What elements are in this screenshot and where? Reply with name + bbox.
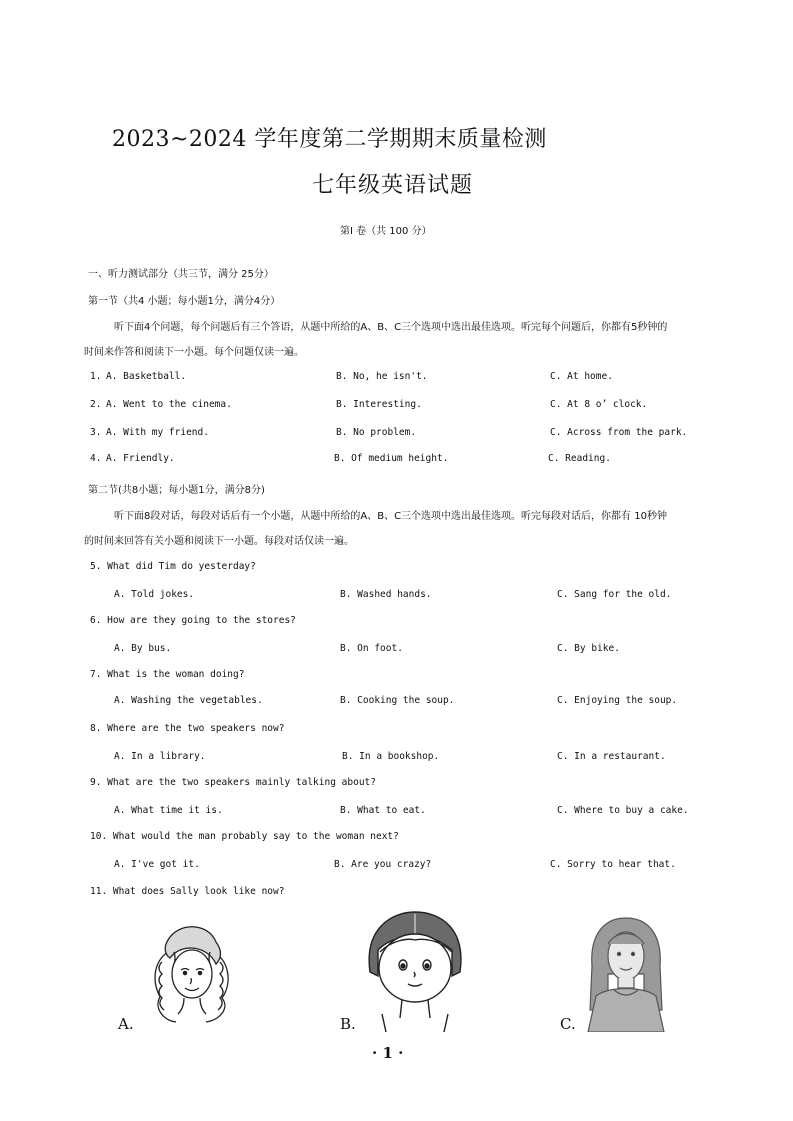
option-a: A. Told jokes. (114, 589, 195, 600)
exam-subtitle: 七年级英语试题 (312, 173, 474, 198)
question-text: 7. What is the woman doing? (90, 669, 245, 680)
option-c: C. In a restaurant. (557, 751, 666, 762)
option-c: C. Sang for the old. (557, 589, 672, 600)
question-11-text: 11. What does Sally look like now? (90, 886, 285, 897)
option-a: A. By bus. (114, 643, 172, 654)
section2-instruction-line2: 的时间来回答有关小题和阅读下一小题。每段对话仅读一遍。 (84, 536, 354, 547)
option-b: B. No problem. (336, 427, 417, 438)
option-a: A. Washing the vegetables. (114, 695, 263, 706)
option-b: B. No, he isn't. (336, 371, 428, 382)
question-text: 10. What would the man probably say to the woman next? (90, 831, 399, 842)
option-a: A. In a library. (114, 751, 206, 762)
picture-b-label: B. (340, 1015, 356, 1033)
option-b: B. On foot. (340, 643, 403, 654)
section1-instruction-line1: 听下面4个问题，每个问题后有三个答语，从题中所给的A、B、C三个选项中选出最佳选项。听完每个问题后，你都有5秒钟的 (114, 322, 668, 333)
option-b: B. Of medium height. (334, 453, 449, 464)
option-a: A. I've got it. (114, 859, 200, 870)
option-b: B. Washed hands. (340, 589, 432, 600)
question-text: 6. How are they going to the stores? (90, 615, 296, 626)
option-c: C. Enjoying the soup. (557, 695, 678, 706)
option-a: A. With my friend. (106, 427, 209, 438)
option-c: C. Across from the park. (550, 427, 688, 438)
option-b: B. Interesting. (336, 399, 422, 410)
section1-instruction-line2: 时间来作答和阅读下一小题。每个问题仅读一遍。 (84, 347, 304, 358)
picture-a-label: A. (118, 1015, 134, 1033)
exam-title: 2023~2024 学年度第二学期期末质量检测 (112, 127, 547, 152)
option-a: A. Went to the cinema. (106, 399, 232, 410)
item-number: 4. (90, 453, 102, 464)
option-c: C. At home. (550, 371, 613, 382)
option-c: C. Reading. (548, 453, 611, 464)
question-text: 5. What did Tim do yesterday? (90, 561, 256, 572)
option-c: C. Where to buy a cake. (557, 805, 689, 816)
item-number: 1. (90, 371, 102, 382)
picture-b-short-hair-girl (360, 910, 470, 1032)
option-a: A. Friendly. (106, 453, 175, 464)
picture-c-label: C. (560, 1015, 576, 1033)
section2-heading: 第二节(共8小题；每小题1分，满分8分) (88, 485, 265, 496)
option-a: A. Basketball. (106, 371, 187, 382)
option-b: B. Are you crazy? (334, 859, 432, 870)
picture-c-long-hair-girl (578, 914, 674, 1032)
part1-heading: 一、听力测试部分（共三节，满分 25分） (88, 269, 274, 280)
question-text: 9. What are the two speakers mainly talking about? (90, 777, 376, 788)
option-b: B. In a bookshop. (342, 751, 440, 762)
section2-instruction-line1: 听下面8段对话，每段对话后有一个小题，从题中所给的A、B、C三个选项中选出最佳选项。听完每段对话后，你都有 10秒钟 (114, 511, 667, 522)
item-number: 2. (90, 399, 102, 410)
option-c: C. Sorry to hear that. (550, 859, 676, 870)
section1-heading: 第一节（共4 小题；每小题1分，满分4分） (88, 296, 281, 307)
option-b: B. What to eat. (340, 805, 426, 816)
page-number: · 1 · (372, 1044, 404, 1062)
item-number: 3. (90, 427, 102, 438)
option-c: C. By bike. (557, 643, 620, 654)
question-text: 8. Where are the two speakers now? (90, 723, 285, 734)
picture-a-curly-hair-girl (148, 922, 234, 1028)
option-c: C. At 8 o’ clock. (550, 399, 648, 410)
option-b: B. Cooking the soup. (340, 695, 455, 706)
option-a: A. What time it is. (114, 805, 223, 816)
volume-label: 第Ⅰ 卷（共 100 分） (340, 226, 432, 237)
